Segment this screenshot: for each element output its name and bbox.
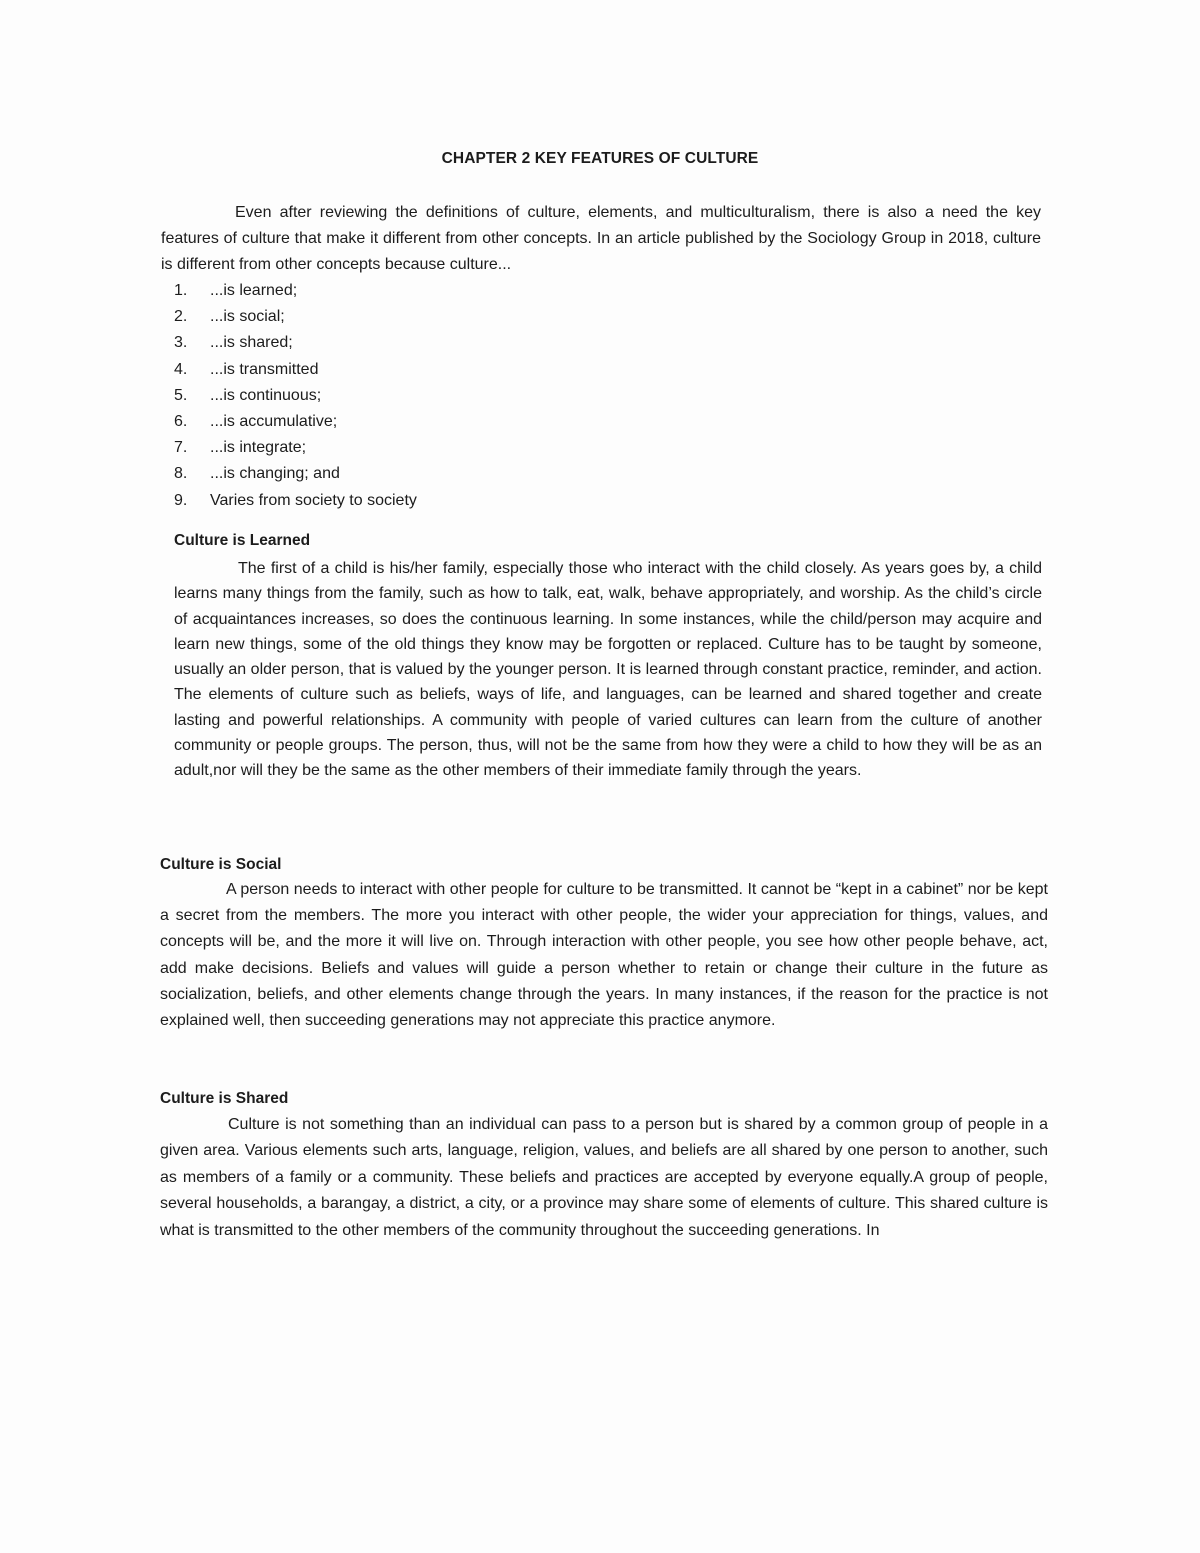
list-item (174, 330, 417, 356)
section-body-text: A person needs to interact with other people for culture to be transmitted. It cannot be “kept in a cabinet” nor be kept a secret from the members. The more you interact with other people, the wider your appreciation for things, values, and concepts will be, and the more it will live on. Through interaction with other people, you see how other people behave, act, add make decisions. Beliefs and values will guide a person whether to retain or change their culture in the future as socialization, beliefs, and other elements change through the years. In many instances, if the reason for the practice is not explained well, then succeeding generations may not appreciate this practice anymore. (160, 881, 1048, 1030)
list-item-text: ...is changing; and (210, 465, 340, 483)
list-item-text: ...is integrate; (210, 439, 307, 457)
section-body-text: The first of a child is his/her family, especially those who interact with the child closely. As years goes by, a child learns many things from the family, such as how to talk, eat, walk, behave appropriately, and worship. As the child’s circle of acquaintances increases, so does the continuous learning. In some instances, while the child/person may acquire and learn new things, some of the old things they know may be forgotten or replaced. Culture has to be taught by someone, usually an older person, that is valued by the younger person. It is learned through constant practice, reminder, and action. The elements of culture such as beliefs, ways of life, and languages, can be learned and shared together and create lasting and powerful relationships. A community with people of varied cultures can learn from the culture of another community or people groups. The person, thus, will not be the same from how they were a child to how they will be as an adult,nor will they be the same as the other members of their immediate family through the years. (174, 560, 1042, 780)
list-number: 5. (174, 386, 188, 404)
list-item-text: ...is shared; (210, 334, 293, 352)
list-item (174, 488, 417, 514)
section-body-learned (174, 556, 1042, 784)
list-number: 6. (174, 412, 188, 430)
list-item-text: Varies from society to society (210, 491, 417, 509)
list-number: 8. (174, 465, 188, 483)
list-item (174, 304, 417, 330)
list-item (174, 383, 417, 409)
list-number: 3. (174, 334, 188, 352)
list-item (174, 357, 417, 383)
page-title: CHAPTER 2 KEY FEATURES OF CULTURE (441, 150, 759, 167)
list-number: 7. (174, 439, 188, 457)
section-body-text: Culture is not something than an individual can pass to a person but is shared by a common group of people in a given area. Various elements such arts, language, religion, values, and beliefs are all shared by one person to another, such as members of a family or a community. These beliefs and practices are accepted by everyone equally.A group of people, several households, a barangay, a district, a city, or a province may share some of elements of culture. This shared culture is what is transmitted to the other members of the community throughout the succeeding generations. In (160, 1116, 1048, 1239)
list-number: 9. (174, 491, 188, 509)
list-item-text: ...is continuous; (210, 386, 322, 404)
list-item (174, 461, 417, 487)
list-item (174, 409, 417, 435)
list-number: 1. (174, 282, 188, 299)
list-item (174, 435, 417, 461)
list-item-text: ...is transmitted (210, 360, 319, 378)
intro-text: Even after reviewing the definitions of culture, elements, and multiculturalism, there is also a need the key features of culture that make it different from other concepts. In an article published by the Sociology Group in 2018, culture is different from other concepts because culture... (161, 204, 1041, 273)
list-item-text: ...is accumulative; (210, 412, 338, 430)
section-heading-learned: Culture is Learned (174, 532, 311, 549)
list-item-text: ...is learned; (210, 282, 298, 299)
section-body-shared (160, 1112, 1048, 1244)
section-heading-social: Culture is Social (160, 856, 282, 873)
features-list (174, 278, 417, 514)
intro-paragraph (161, 200, 1041, 278)
section-heading-shared: Culture is Shared (160, 1090, 289, 1107)
section-body-social (160, 877, 1048, 1034)
list-item (174, 278, 417, 304)
list-number: 4. (174, 360, 188, 378)
list-item-text: ...is social; (210, 308, 285, 326)
list-number: 2. (174, 308, 188, 326)
